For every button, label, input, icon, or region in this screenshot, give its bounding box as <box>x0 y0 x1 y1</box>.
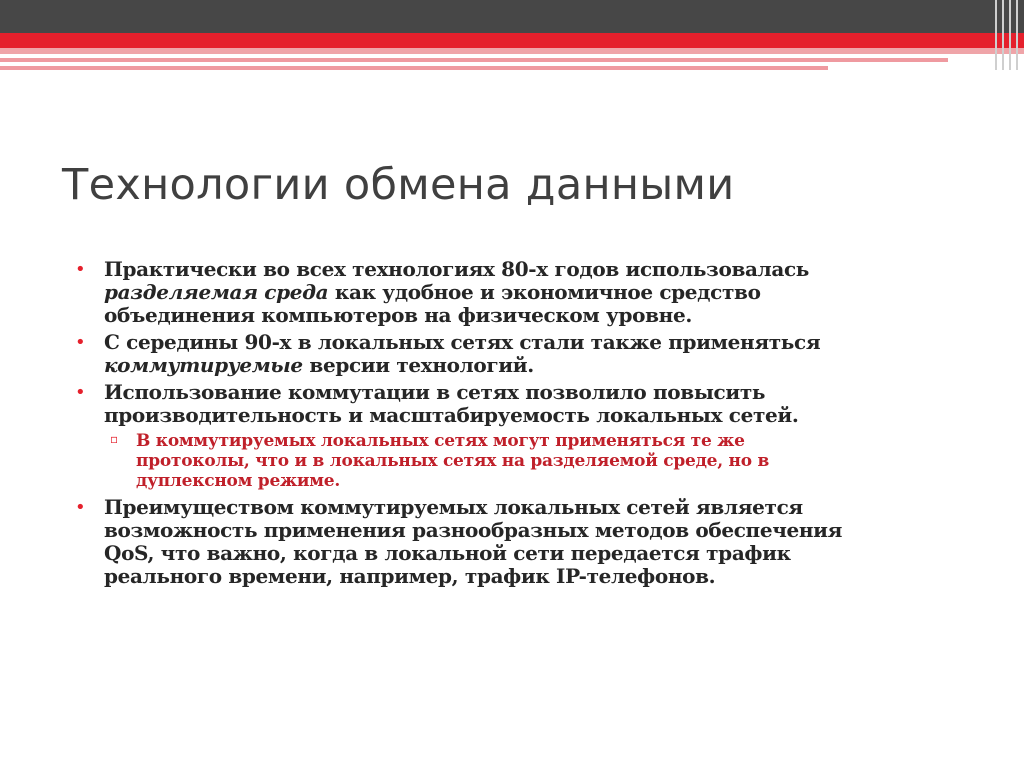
bullet-text: возможность применения разнообразных методов обеспечения <box>104 518 843 542</box>
slide-title: Технологии обмена данными <box>62 160 735 210</box>
bullet-text: QoS, что важно, когда в локальной сети передается трафик <box>104 541 791 565</box>
corner-line-2 <box>1002 0 1004 70</box>
bullet-line <box>104 258 975 281</box>
sub-bullet-line: В коммутируемых локальных сетях могут применяться те же <box>136 431 745 451</box>
bullet-text-italic: разделяемая среда <box>104 280 329 304</box>
bullet-line <box>104 304 975 327</box>
bullet-text: Практически во всех технологиях 80-х годов использовалась <box>104 257 810 281</box>
bullet-text: Использование коммутации в сетях позволило повысить <box>104 380 766 404</box>
bullet-line <box>104 565 975 588</box>
bullet-text: производительность и масштабируемость локальных сетей. <box>104 403 799 427</box>
bullet-item <box>75 331 975 377</box>
bullet-text: реального времени, например, трафик IP-телефонов. <box>104 564 716 588</box>
bullet-line <box>104 331 975 354</box>
bullet-line <box>104 381 975 404</box>
bullet-dot-icon: • <box>75 382 86 403</box>
bullet-line <box>104 354 975 377</box>
bullet-line <box>104 496 975 519</box>
bullet-dot-icon: • <box>75 497 86 518</box>
bullet-item <box>75 258 975 327</box>
square-bullet-icon: ▫ <box>110 432 118 446</box>
bullet-text-italic: коммутируемые <box>104 353 303 377</box>
header-band-pink <box>0 48 1024 54</box>
bullet-line <box>104 281 975 304</box>
bullet-item <box>75 496 975 588</box>
header-band-red <box>0 33 1024 48</box>
corner-line-3 <box>1009 0 1011 70</box>
bullet-item <box>75 381 975 427</box>
bullet-line <box>104 519 975 542</box>
bullet-text: С середины 90-х в локальных сетях стали также применяться <box>104 330 821 354</box>
bullet-text: как удобное и экономичное средство <box>328 280 761 304</box>
bullet-dot-icon: • <box>75 332 86 353</box>
bullet-line <box>104 542 975 565</box>
sub-bullet-line: протоколы, что и в локальных сетях на разделяемой среде, но в <box>136 451 770 471</box>
header-band-thin-1 <box>0 58 948 62</box>
corner-line-4 <box>1016 0 1018 70</box>
bullet-dot-icon: • <box>75 259 86 280</box>
slide-body <box>75 258 975 592</box>
bullet-text: версии технологий. <box>302 353 534 377</box>
bullet-text: объединения компьютеров на физическом уровне. <box>104 303 692 327</box>
header-band-thin-2 <box>0 66 828 70</box>
corner-line-1 <box>995 0 997 70</box>
bullet-line <box>104 404 975 427</box>
bullet-text: Преимуществом коммутируемых локальных сетей является <box>104 495 803 519</box>
header-band-dark <box>0 0 1024 33</box>
sub-bullet-line: дуплексном режиме. <box>136 471 341 491</box>
sub-bullet-item <box>75 431 975 491</box>
